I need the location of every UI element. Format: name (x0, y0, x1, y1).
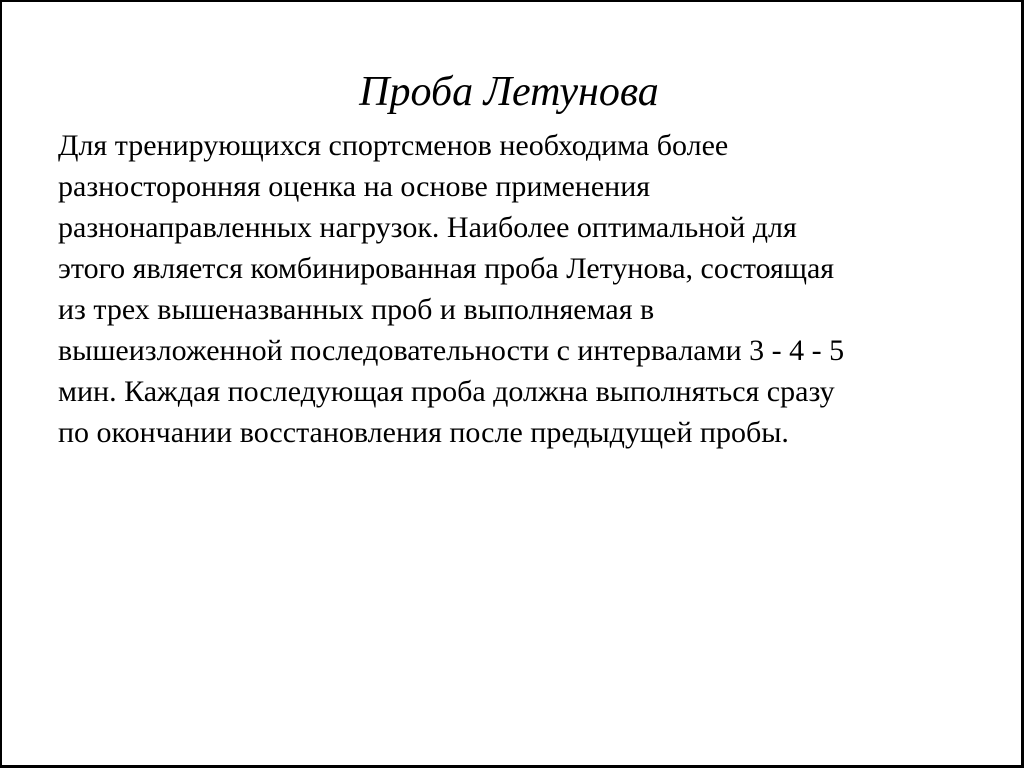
paragraph-line: по окончании восстановления после предыдущей пробы. (58, 416, 789, 449)
paragraph-line: разносторонняя оценка на основе применения (58, 170, 651, 203)
paragraph-line: этого является комбинированная проба Летунова, состоящая (58, 252, 835, 285)
paragraph-line: Для тренирующихся спортсменов необходима более (58, 129, 729, 162)
paragraph-line: вышеизложенной последовательности с интервалами 3 - 4 - 5 (58, 334, 845, 367)
slide-title: Проба Летунова (359, 69, 659, 115)
paragraph-line: мин. Каждая последующая проба должна выполняться сразу (58, 375, 835, 408)
slide-paragraph (58, 125, 1018, 453)
paragraph-line: из трех вышеназванных проб и выполняемая в (58, 293, 655, 326)
paragraph-line: разнонаправленных нагрузок. Наиболее оптимальной для (58, 211, 797, 244)
